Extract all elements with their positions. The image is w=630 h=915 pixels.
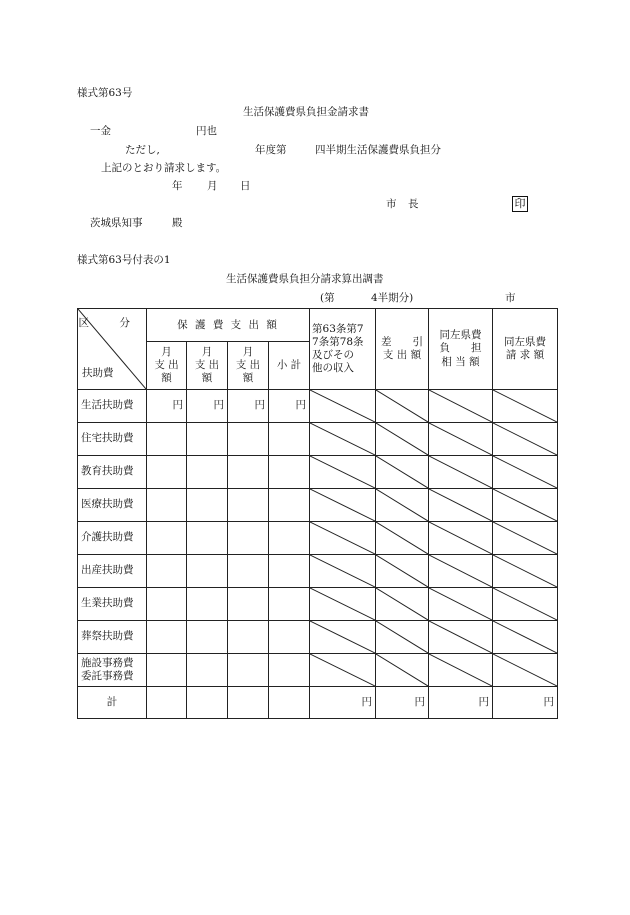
subtotal-header: 小 計 <box>269 342 310 390</box>
amount-cell <box>228 522 269 555</box>
addressee: 茨城県知事 <box>90 217 143 229</box>
date-day: 日 <box>240 180 251 192</box>
amount-cell <box>269 588 310 621</box>
amount-cell <box>187 654 228 687</box>
amount-cell <box>269 489 310 522</box>
diagonal-cell <box>310 621 376 654</box>
amount-cell <box>187 489 228 522</box>
proviso-year: 年度第 <box>255 144 287 156</box>
request-title: 生活保護費県負担金請求書 <box>243 106 369 118</box>
diagonal-cell <box>493 522 558 555</box>
total-yen: 円 <box>493 687 558 719</box>
diagonal-cell <box>493 555 558 588</box>
diagonal-cell <box>493 489 558 522</box>
diagonal-cell <box>429 423 493 456</box>
mayor-title: 長 <box>408 198 419 210</box>
diagonal-cell <box>310 555 376 588</box>
row-category-label: 医療扶助費 <box>78 489 147 522</box>
total-cell <box>147 687 187 719</box>
mayor-city: 市 <box>386 198 397 210</box>
diagonal-cell <box>493 423 558 456</box>
amount-cell <box>228 654 269 687</box>
period-open: (第 <box>320 292 335 304</box>
diagonal-cell <box>376 621 429 654</box>
diagonal-cell <box>429 390 493 423</box>
amount-cell <box>228 588 269 621</box>
amount-cell <box>147 621 187 654</box>
other-income-header: 第63条第7 7条第78条 及びその 他の収入 <box>310 309 376 390</box>
period-text: 4半期分) <box>371 292 414 304</box>
row-category-label: 施設事務費 委託事務費 <box>78 654 147 687</box>
diagonal-cell <box>493 456 558 489</box>
diagonal-cell <box>310 423 376 456</box>
row-category-label: 葬祭扶助費 <box>78 621 147 654</box>
diagonal-cell <box>310 489 376 522</box>
row-category-label: 教育扶助費 <box>78 456 147 489</box>
diagonal-cell <box>493 621 558 654</box>
amount-cell <box>147 456 187 489</box>
honorific: 殿 <box>172 217 183 229</box>
month-col-3: 月 支 出 額 <box>228 342 269 390</box>
amount-cell: 円 <box>228 390 269 423</box>
diagonal-cell <box>310 456 376 489</box>
diagonal-cell <box>429 654 493 687</box>
date-month: 月 <box>207 180 218 192</box>
hogo-header: 保 護 費 支 出 額 <box>147 309 310 342</box>
amount-cell <box>147 423 187 456</box>
amount-cell <box>187 588 228 621</box>
total-cell <box>228 687 269 719</box>
row-category-label: 生活扶助費 <box>78 390 147 423</box>
diagonal-cell <box>493 654 558 687</box>
diagonal-cell <box>310 390 376 423</box>
diagonal-cell <box>310 522 376 555</box>
diagonal-cell <box>376 588 429 621</box>
amount-cell <box>269 621 310 654</box>
amount-cell <box>147 588 187 621</box>
appendix-form-number: 様式第63号付表の1 <box>77 254 171 266</box>
amount-cell <box>228 621 269 654</box>
calculation-table <box>77 308 558 719</box>
amount-cell: 円 <box>187 390 228 423</box>
row-category-label: 出産扶助費 <box>78 555 147 588</box>
month-col-1: 月 支 出 額 <box>147 342 187 390</box>
diagonal-cell <box>429 621 493 654</box>
amount-label: 一金 <box>90 125 111 137</box>
total-yen: 円 <box>429 687 493 719</box>
request-statement: 上記のとおり請求します。 <box>101 162 227 174</box>
amount-cell <box>187 555 228 588</box>
amount-cell <box>147 555 187 588</box>
row-category-label: 生業扶助費 <box>78 588 147 621</box>
sabiki-header: 差 引 支 出 額 <box>376 309 429 390</box>
amount-cell <box>228 555 269 588</box>
table-row <box>78 390 558 423</box>
kubun-header-cell <box>78 309 147 390</box>
amount-cell <box>228 489 269 522</box>
appendix-title: 生活保護費県負担分請求算出調書 <box>226 273 384 285</box>
amount-cell <box>269 522 310 555</box>
total-cell <box>269 687 310 719</box>
diagonal-cell <box>376 555 429 588</box>
diagonal-cell <box>429 456 493 489</box>
diagonal-cell <box>429 555 493 588</box>
table-row <box>78 423 558 456</box>
diagonal-cell <box>493 588 558 621</box>
diagonal-cell <box>376 489 429 522</box>
table-row <box>78 621 558 654</box>
diagonal-cell <box>376 654 429 687</box>
amount-cell <box>187 522 228 555</box>
table-row <box>78 456 558 489</box>
amount-cell <box>147 522 187 555</box>
kubun-label: 区 分 <box>78 317 140 329</box>
amount-cell <box>269 456 310 489</box>
diagonal-cell <box>429 489 493 522</box>
ken-futan-header: 同左県費 負 担 相 当 額 <box>429 309 493 390</box>
fujohi-label: 扶助費 <box>82 366 114 379</box>
ken-seikyu-header: 同左県費 請 求 額 <box>493 309 558 390</box>
table-row <box>78 489 558 522</box>
proviso-text: 四半期生活保護費県負担分 <box>315 144 441 156</box>
appendix-city: 市 <box>505 292 516 304</box>
amount-cell <box>187 621 228 654</box>
amount-cell: 円 <box>269 390 310 423</box>
table-row <box>78 522 558 555</box>
diagonal-cell <box>493 390 558 423</box>
amount-suffix: 円也 <box>196 125 217 137</box>
month-col-2: 月 支 出 額 <box>187 342 228 390</box>
diagonal-cell <box>310 654 376 687</box>
amount-cell <box>269 654 310 687</box>
total-yen: 円 <box>310 687 376 719</box>
diagonal-cell <box>429 522 493 555</box>
diagonal-cell <box>376 423 429 456</box>
diagonal-cell <box>376 390 429 423</box>
amount-cell <box>228 423 269 456</box>
row-category-label: 住宅扶助費 <box>78 423 147 456</box>
row-category-label: 介護扶助費 <box>78 522 147 555</box>
table-row <box>78 588 558 621</box>
total-label: 計 <box>78 687 147 719</box>
amount-cell <box>269 423 310 456</box>
diagonal-cell <box>376 522 429 555</box>
diagonal-cell <box>376 456 429 489</box>
table-row <box>78 654 558 687</box>
date-year: 年 <box>172 180 183 192</box>
amount-cell <box>269 555 310 588</box>
seal-mark: 印 <box>512 196 528 212</box>
diagonal-cell <box>429 588 493 621</box>
diagonal-cell <box>310 588 376 621</box>
total-yen: 円 <box>376 687 429 719</box>
amount-cell <box>187 456 228 489</box>
amount-cell <box>147 654 187 687</box>
form-number: 様式第63号 <box>77 87 133 99</box>
proviso-label: ただし, <box>125 144 160 156</box>
total-cell <box>187 687 228 719</box>
amount-cell <box>228 456 269 489</box>
table-row <box>78 555 558 588</box>
amount-cell <box>187 423 228 456</box>
amount-cell: 円 <box>147 390 187 423</box>
amount-cell <box>147 489 187 522</box>
